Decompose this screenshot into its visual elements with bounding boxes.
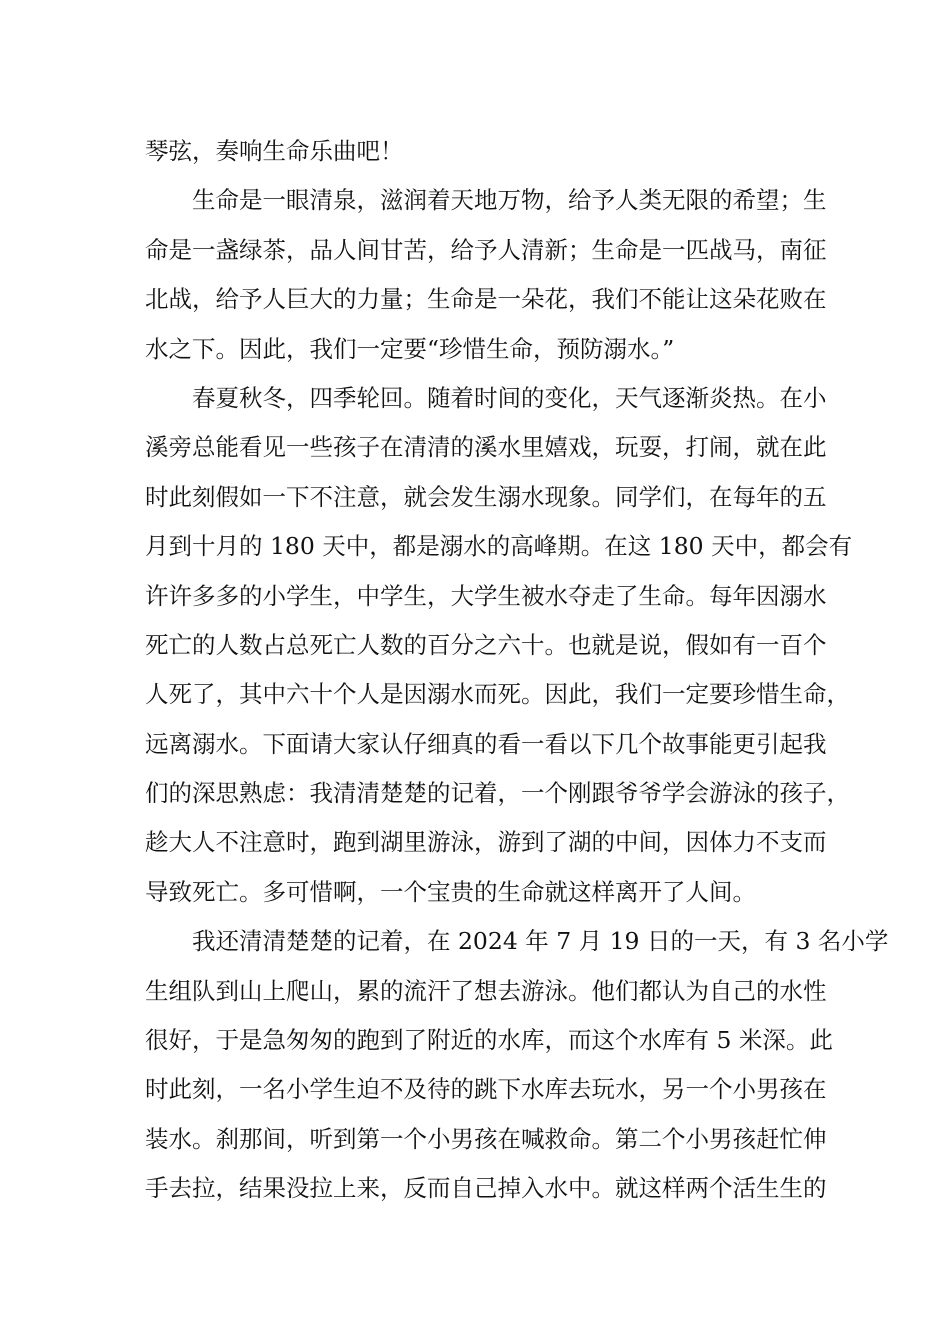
text-line-3: 命是一盏绿茶，品人间甘苦，给予人清新；生命是一匹战马，南征 xyxy=(145,235,827,264)
text-line-8: 时此刻假如一下不注意，就会发生溺水现象。同学们，在每年的五 xyxy=(145,482,827,511)
text-line-13: 远离溺水。下面请大家认仔细真的看一看以下几个故事能更引起我 xyxy=(145,729,827,758)
text-line-1: 琴弦，奏响生命乐曲吧！ xyxy=(145,137,404,165)
text-line-6: 春夏秋冬，四季轮回。随着时间的变化，天气逐渐炎热。在小 xyxy=(192,383,827,412)
text-line-22: 手去拉，结果没拉上来，反而自己掉入水中。就这样两个活生生的 xyxy=(145,1174,827,1203)
text-line-21: 装水。刹那间，听到第一个小男孩在喊救命。第二个小男孩赶忙伸 xyxy=(145,1124,827,1153)
text-line-20: 时此刻，一名小学生迫不及待的跳下水库去玩水，另一个小男孩在 xyxy=(145,1075,827,1104)
text-line-19: 很好，于是急匆匆的跑到了附近的水库，而这个水库有 5 米深。此 xyxy=(145,1026,833,1055)
text-line-2: 生命是一眼清泉，滋润着天地万物，给予人类无限的希望；生 xyxy=(192,186,827,215)
text-line-14: 们的深思熟虑：我清清楚楚的记着，一个刚跟爷爷学会游泳的孩子， xyxy=(145,779,850,808)
text-line-16: 导致死亡。多可惜啊，一个宝贵的生命就这样离开了人间。 xyxy=(145,877,756,906)
text-line-5: 水之下。因此，我们一定要“珍惜生命，预防溺水。” xyxy=(145,334,675,363)
text-line-11: 死亡的人数占总死亡人数的百分之六十。也就是说，假如有一百个 xyxy=(145,630,827,659)
text-line-18: 生组队到山上爬山，累的流汗了想去游泳。他们都认为自己的水性 xyxy=(145,976,827,1005)
document-body xyxy=(145,127,889,1214)
text-line-17: 我还清清楚楚的记着，在 2024 年 7 月 19 日的一天，有 3 名小学 xyxy=(192,927,889,956)
text-line-12: 人死了，其中六十个人是因溺水而死。因此，我们一定要珍惜生命， xyxy=(145,680,850,709)
text-line-4: 北战，给予人巨大的力量；生命是一朵花，我们不能让这朵花败在 xyxy=(145,285,827,314)
text-line-7: 溪旁总能看见一些孩子在清清的溪水里嬉戏，玩耍，打闹，就在此 xyxy=(145,433,827,462)
text-line-10: 许许多多的小学生，中学生，大学生被水夺走了生命。每年因溺水 xyxy=(145,581,827,610)
text-line-15: 趁大人不注意时，跑到湖里游泳，游到了湖的中间，因体力不支而 xyxy=(145,828,827,857)
text-line-9: 月到十月的 180 天中，都是溺水的高峰期。在这 180 天中，都会有 xyxy=(145,532,853,561)
